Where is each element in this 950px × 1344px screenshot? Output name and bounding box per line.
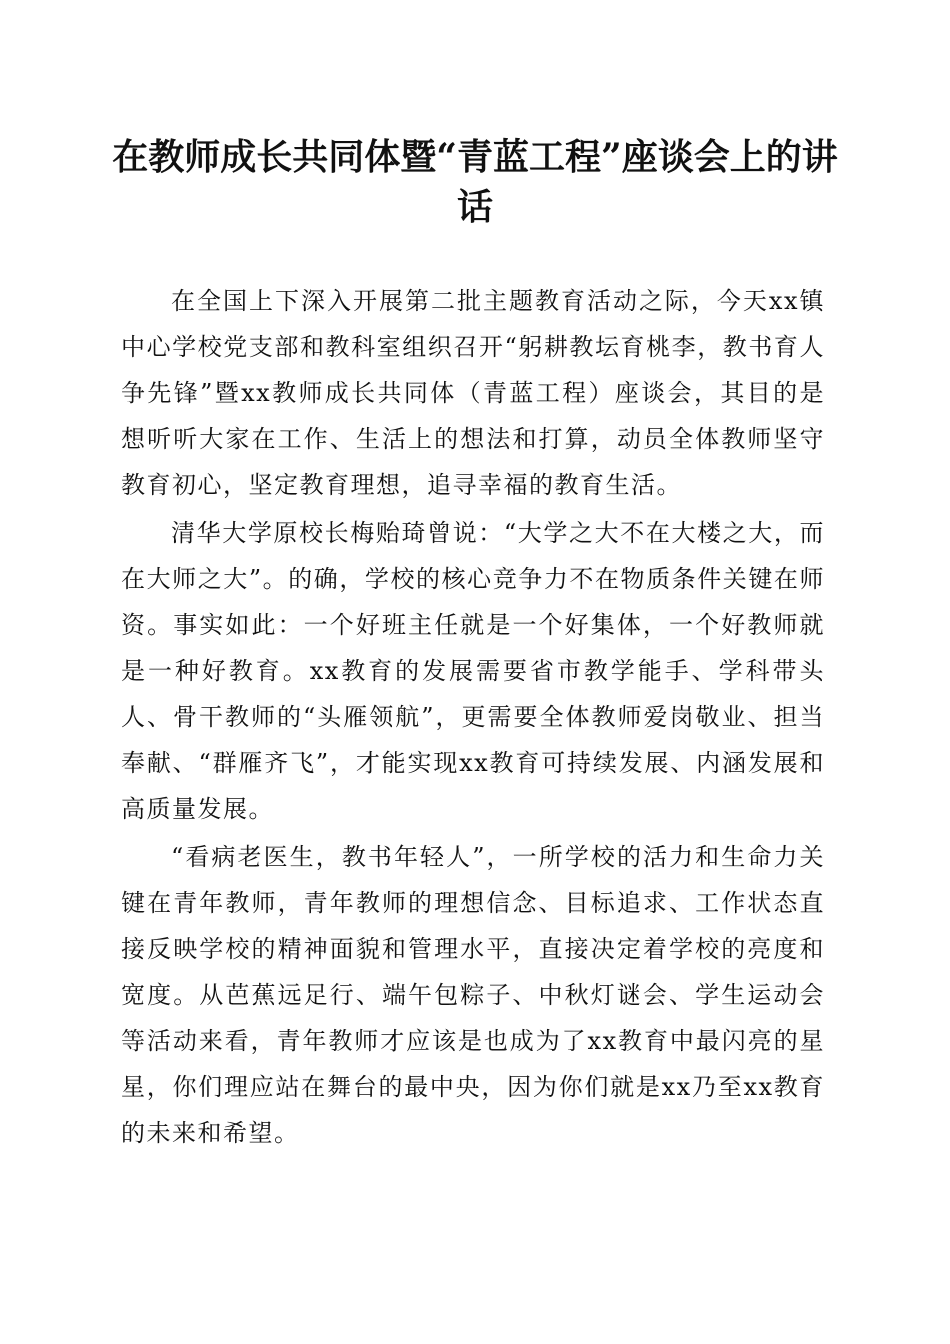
paragraph-3: “看病老医生，教书年轻人”，一所学校的活力和生命力关键在青年教师，青年教师的理想信念、目标追求、工作状态直接反映学校的精神面貌和管理水平，直接决定着学校的亮度和宽度。从芭蕉远足行、端午包粽子、中秋灯谜会、学生运动会等活动来看，青年教师才应该是也成为了xx教育中最闪亮的星星，你们理应站在舞台的最中央，因为你们就是xx乃至xx教育的未来和希望。 [121, 843, 825, 1147]
document-body [121, 278, 825, 1158]
paragraph-2: 清华大学原校长梅贻琦曾说：“大学之大不在大楼之大，而在大师之大”。的确，学校的核心竞争力不在物质条件关键在师资。事实如此：一个好班主任就是一个好集体，一个好教师就是一种好教育。xx教育的发展需要省市教学能手、学科带头人、骨干教师的“头雁领航”，更需要全体教师爱岗敬业、担当奉献、“群雁齐飞”，才能实现xx教育可持续发展、内涵发展和高质量发展。 [121, 519, 825, 823]
document-title: 在教师成长共同体暨“青蓝工程”座谈会上的讲话 [112, 136, 838, 228]
paragraph-1: 在全国上下深入开展第二批主题教育活动之际，今天xx镇中心学校党支部和教科室组织召开“躬耕教坛育桃李，教书育人争先锋”暨xx教师成长共同体（青蓝工程）座谈会，其目的是想听听大家在工作、生活上的想法和打算，动员全体教师坚守教育初心，坚定教育理想，追寻幸福的教育生活。 [121, 287, 825, 499]
